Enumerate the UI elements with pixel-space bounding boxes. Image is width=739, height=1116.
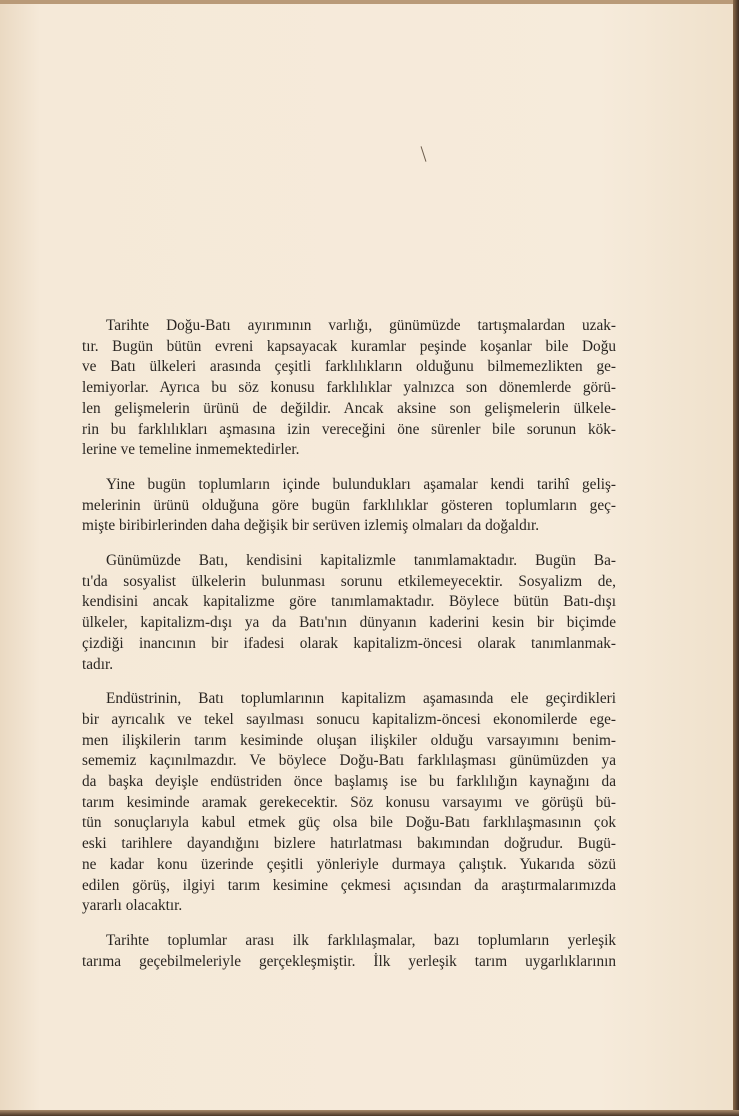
paragraph-1 (82, 316, 616, 461)
text-line: lemiyorlar. Ayrıca bu söz konusu farklılıklar yalnızca son dönemlerde görü- (82, 379, 616, 397)
page-top-edge (0, 0, 739, 4)
page-text (82, 316, 616, 986)
text-line: Yine bugün toplumların içinde bulundukları aşamalar kendi tarihî geliş- (106, 475, 616, 493)
text-line: tır. Bugün bütün evreni kapsayacak kuramlar peşinde koşanlar bile Doğu (82, 337, 616, 355)
paragraph-3 (82, 551, 616, 675)
text-line: Günümüzde Batı, kendisini kapitalizmle tanımlamaktadır. Bugün Ba- (106, 552, 616, 570)
text-line: da başka deyişle endüstriden önce başlamış ise bu farklılığın kaynağını da (82, 773, 616, 791)
text-line: kendisini ancak kapitalizme göre tanımlamaktadır. Böylece bütün Batı-dışı (82, 593, 616, 611)
paragraph-4 (82, 689, 616, 917)
text-line: tı'da sosyalist ülkelerin bulunması sorunu etkilemeyecektir. Sosyalizm de, (82, 572, 616, 590)
paragraph-5 (82, 931, 616, 972)
text-line: ne kadar konu üzerinde çeşitli yönleriyle durmaya çalıştık. Yukarıda sözü (82, 855, 616, 873)
text-line: tadır. (82, 655, 114, 673)
text-line: ülkeler, kapitalizm-dışı ya da Batı'nın dünyanın kaderini kesin bir biçimde (82, 614, 616, 632)
text-line: men ilişkilerin tarım kesiminde oluşan ilişkiler olduğu varsayımını benim- (82, 731, 616, 749)
page-bottom-edge (0, 1110, 739, 1116)
text-line: Tarihte toplumlar arası ilk farklılaşmalar, bazı toplumların yerleşik (106, 931, 616, 949)
text-line: sememiz kaçınılmazdır. Ve böylece Doğu-Batı farklılaşması günümüzden ya (82, 752, 616, 770)
text-line: edilen görüş, ilgiyi tarım kesimine çekmesi açısından da araştırmalarımızda (82, 876, 616, 894)
text-line: Endüstrinin, Batı toplumlarının kapitalizm aşamasında ele geçirdikleri (106, 690, 616, 708)
text-line: eski tarihlere dayandığını bizlere hatırlatması bakımından doğrudur. Bugü- (82, 835, 616, 853)
text-line: bir ayrıcalık ve tekel sayılması sonucu kapitalizm-öncesi ekonomilerde ege- (82, 710, 616, 728)
text-line: len gelişmelerin ürünü de değildir. Ancak aksine son gelişmelerin ülkele- (82, 399, 616, 417)
text-line: tarıma geçebilmeleriyle gerçekleşmiştir. İlk yerleşik tarım uygarlıklarının (82, 952, 616, 970)
text-line: Tarihte Doğu-Batı ayırımının varlığı, günümüzde tartışmalardan uzak- (106, 317, 616, 334)
text-line: mişte biribirlerinden daha değişik bir serüven izlemiş olmaları da doğaldır. (82, 517, 540, 535)
text-line: ve Batı ülkeleri arasında çeşitli farklılıkların olduğunu bilmemezlikten ge- (82, 358, 616, 376)
text-line: tün sonuçlarıyla kabul etmek güç olsa bile Doğu-Batı farklılaşmasının çok (82, 814, 616, 832)
paragraph-2 (82, 475, 616, 537)
text-line: çizdiği inancının bir ifadesi olarak kapitalizm-öncesi olarak tanımlanmak- (82, 634, 616, 652)
text-line: lerine ve temeline inmemektedirler. (82, 441, 300, 459)
text-line: rin bu farklılıkları aşmasına izin vereceğini öne sürenler bile sorunun kök- (82, 420, 616, 438)
page-right-edge (733, 0, 739, 1116)
text-line: tarım kesiminde aramak gerekecektir. Söz konusu varsayımı ve görüşü bü- (82, 793, 616, 811)
text-line: yararlı olacaktır. (82, 897, 183, 915)
pencil-mark (421, 146, 427, 162)
text-line: melerinin ürünü olduğuna göre bugün farklılıklar gösteren toplumların geç- (82, 496, 616, 514)
